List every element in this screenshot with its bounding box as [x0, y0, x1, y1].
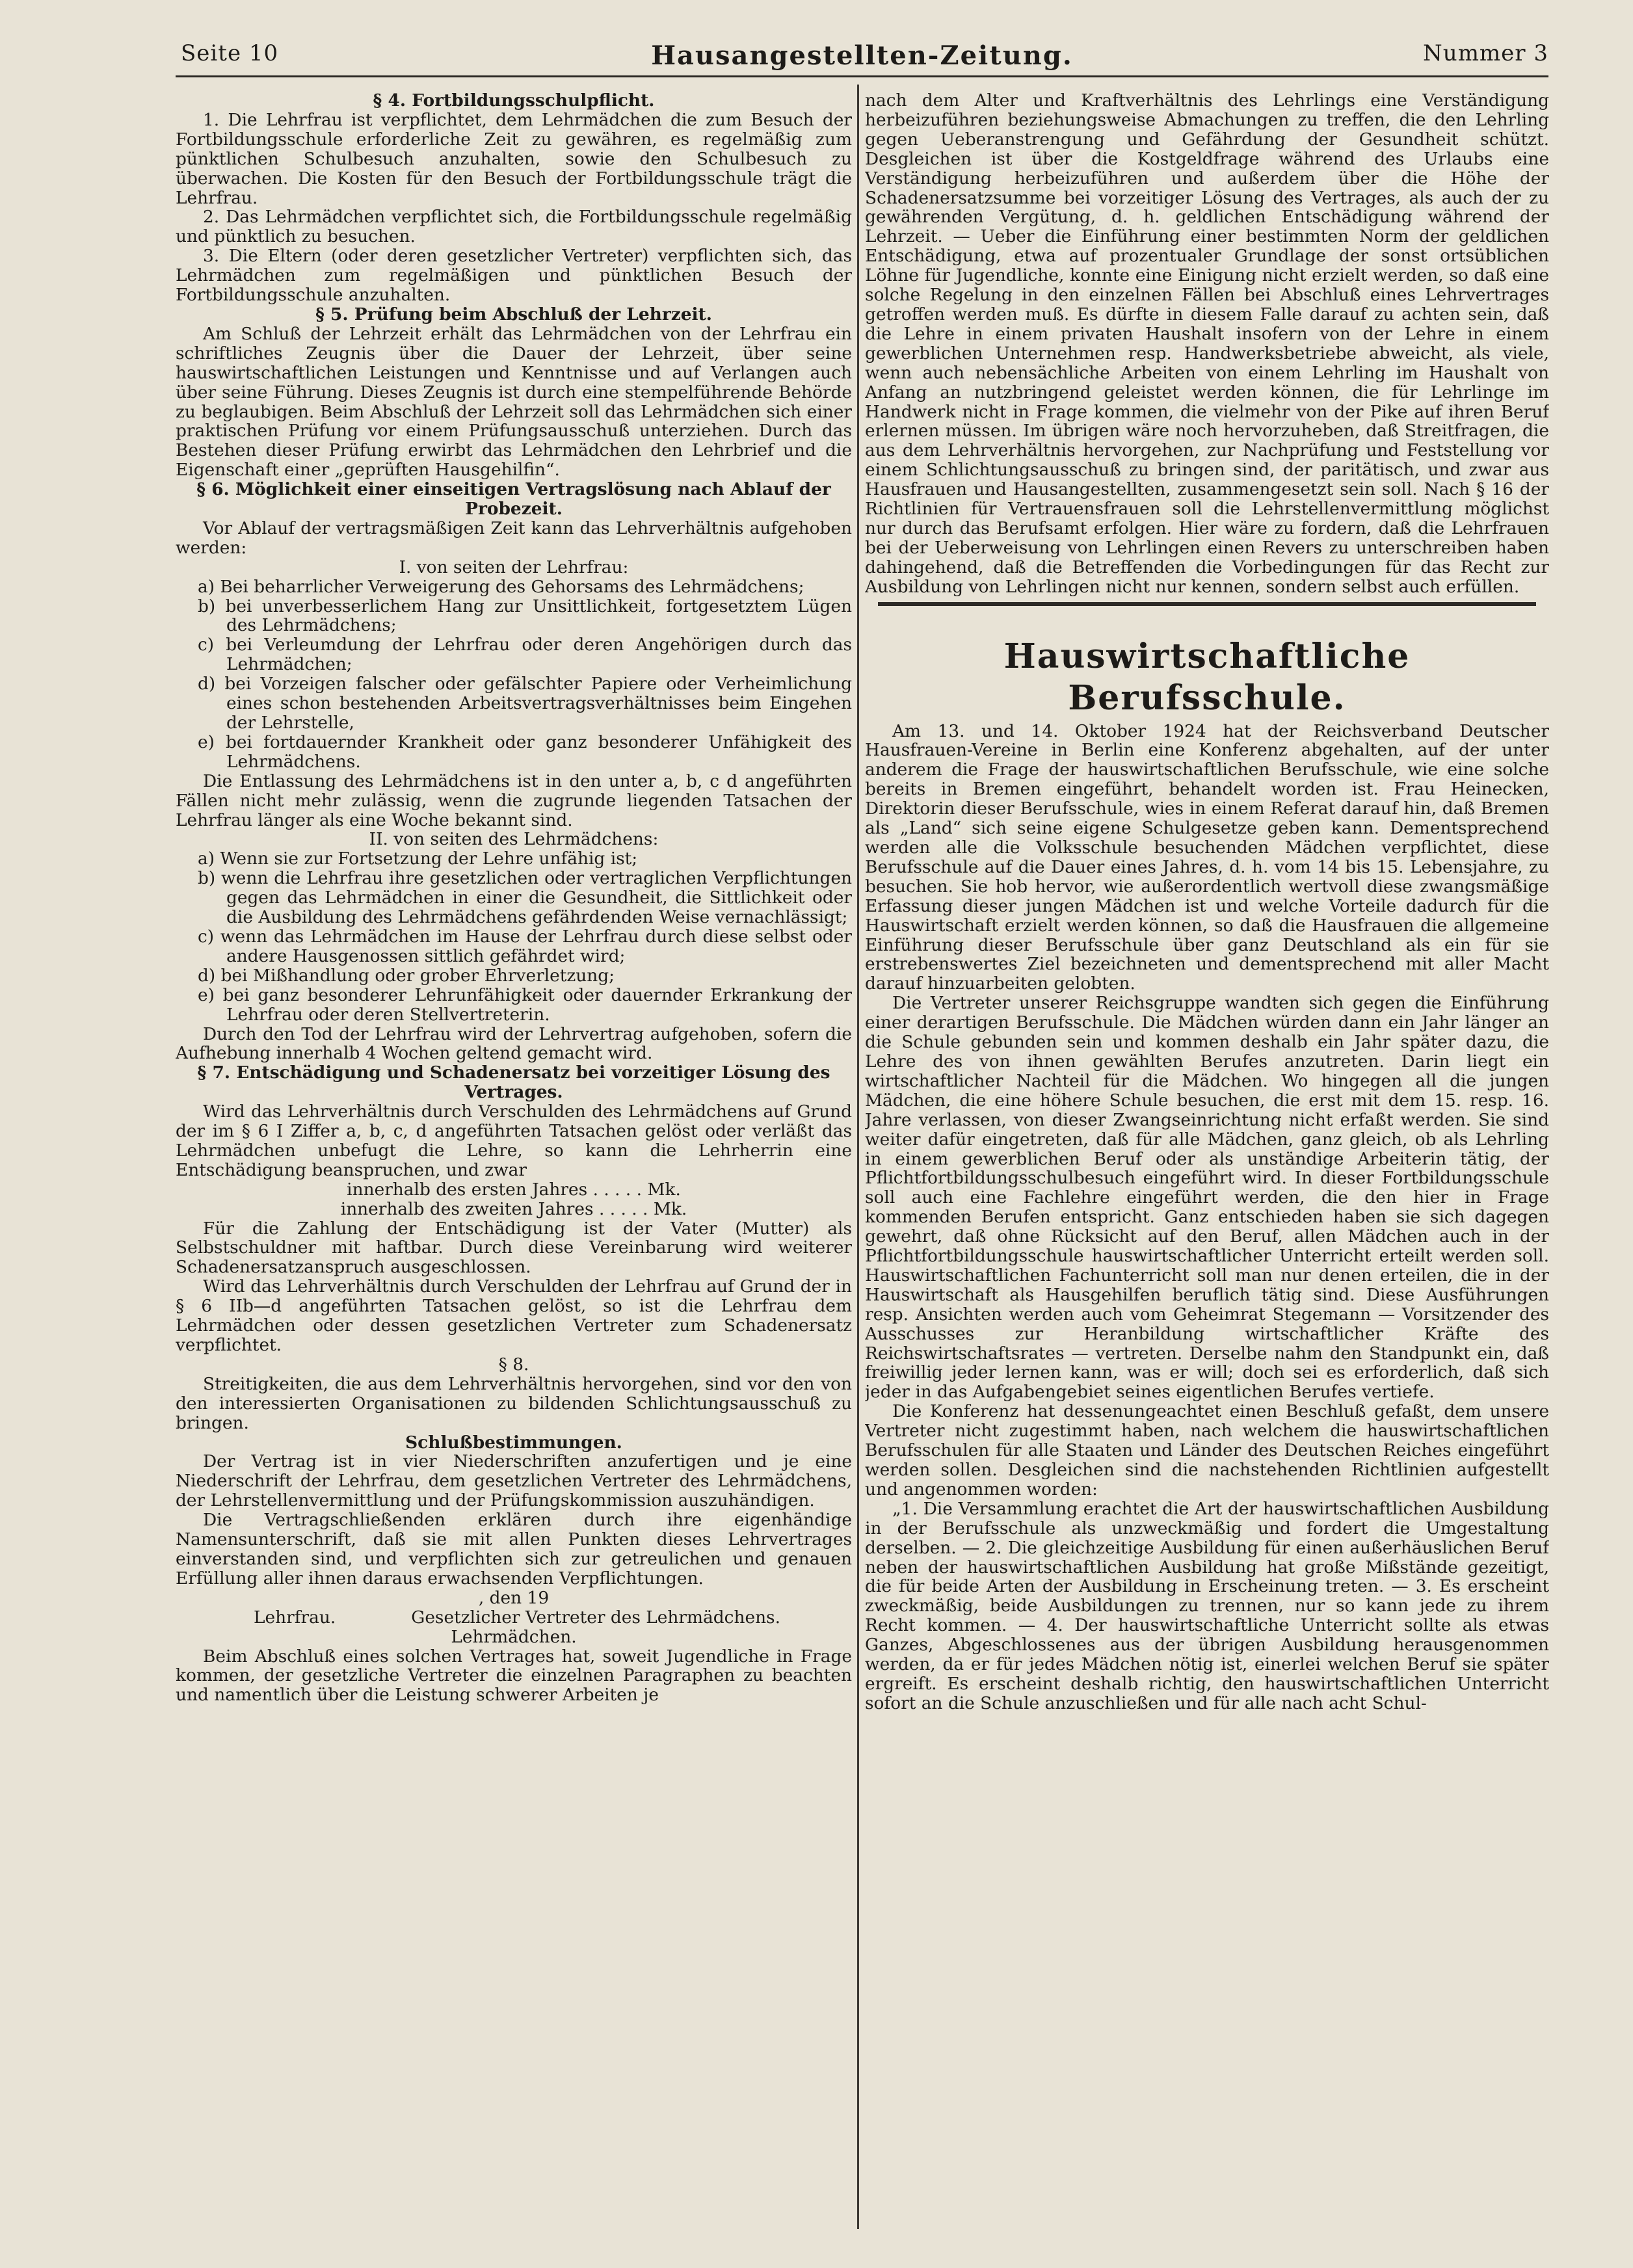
paragraph: Durch den Tod der Lehrfrau wird der Lehrvertrag aufgehoben, sofern die Aufhebung innerhalb 4 Wochen geltend gemacht wird.: [176, 1023, 852, 1064]
section-heading: § 7. Entschädigung und Schadenersatz bei vorzeitiger Lösung des Vertrages.: [197, 1062, 830, 1103]
paragraph: Streitigkeiten, die aus dem Lehrverhältnis hervorgehen, sind vor den von den interessierten Organisationen zu bildenden Schlichtungsausschuß zu bringen.: [176, 1373, 852, 1433]
centered-line: innerhalb des ersten Jahres . . . . . Mk.: [347, 1179, 681, 1200]
list-item: e) bei ganz besonderer Lehrunfähigkeit oder dauernder Erkrankung der Lehrfrau oder deren Stellvertreterin.: [198, 984, 852, 1025]
centered-line: I. von seiten der Lehrfrau:: [399, 557, 629, 577]
paragraph: Beim Abschluß eines solchen Vertrages hat, soweit Jugendliche in Frage kommen, der gesetzliche Vertreter die einzelnen Paragraphen zu beachten und namentlich über die Leistung schwerer Arbeiten je: [176, 1646, 852, 1706]
column-divider: [857, 85, 859, 2229]
paragraph: Für die Zahlung der Entschädigung ist der Vater (Mutter) als Selbstschuldner mit haftbar. Durch diese Vereinbarung wird weiterer Schadenersatzanspruch ausgeschlossen.: [176, 1218, 852, 1278]
article-title: Hauswirtschaftliche Berufsschule.: [1003, 636, 1411, 718]
centered-line: innerhalb des zweiten Jahres . . . . . Mk.: [340, 1198, 687, 1219]
page-header: [176, 40, 1548, 74]
paragraph: Vor Ablauf der vertragsmäßigen Zeit kann das Lehrverhältnis aufgehoben werden:: [176, 518, 852, 558]
continued-text: [865, 91, 1549, 597]
centered-line: § 8.: [498, 1354, 529, 1375]
list-item: b) wenn die Lehrfrau ihre gesetzlichen oder vertraglichen Verpflichtungen gegen das Lehrmädchen in einer die Gesundheit, die Sittlichkeit oder die Ausbildung des Lehrmädchens gefährdenden Weise vernachlässigt;: [198, 868, 852, 928]
left-column: [176, 91, 852, 2248]
list-item: c) bei Verleumdung der Lehrfrau oder deren Angehörigen durch das Lehrmädchen;: [198, 635, 852, 675]
paragraph: 3. Die Eltern (oder deren gesetzlicher Vertreter) verpflichten sich, das Lehrmädchen zum regelmäßigen und pünktlichen Besuch der Fortbildungsschule anzuhalten.: [176, 246, 852, 306]
centered-line: II. von seiten des Lehrmädchens:: [369, 829, 659, 850]
list-item: a) Bei beharrlicher Verweigerung des Gehorsams des Lehrmädchens;: [198, 576, 804, 597]
list-item: b) bei unverbesserlichem Hang zur Unsittlichkeit, fortgesetztem Lügen des Lehrmädchens;: [198, 596, 852, 636]
list-item: d) bei Vorzeigen falscher oder gefälschter Papiere oder Verheimlichung eines schon bestehenden Arbeitsvertragsverhältnisses beim Eingehen der Lehrstelle,: [198, 674, 852, 733]
list-item: e) bei fortdauernder Krankheit oder ganz besonderer Unfähigkeit des Lehrmädchens.: [198, 732, 852, 772]
list-item: d) bei Mißhandlung oder grober Ehrverletzung;: [198, 965, 615, 986]
paragraph: 1. Die Lehrfrau ist verpflichtet, dem Lehrmädchen die zum Besuch der Fortbildungsschule erforderliche Zeit zu gewähren, es regelmäßig zum pünktlichen Schulbesuch anzuhalten, sowie den Schulbesuch zu überwachen. Die Kosten für den Besuch der Fortbildungsschule trägt die Lehrfrau.: [176, 109, 852, 208]
section-heading: Schlußbestimmungen.: [405, 1432, 622, 1453]
article-separator: [865, 602, 1549, 622]
paragraph: Am Schluß der Lehrzeit erhält das Lehrmädchen von der Lehrfrau ein schriftliches Zeugnis über die Dauer der Lehrzeit, über seine hauswirtschaftlichen Leistungen und Kenntnisse und auf Verlangen auch über seine Führung. Dieses Zeugnis ist durch eine stempelführende Behörde zu beglaubigen. Beim Abschluß der Lehrzeit soll das Lehrmädchen sich einer praktischen Prüfung vor einem Prüfungsausschuß unterziehen. Durch das Bestehen dieser Prüfung erwirbt das Lehrmädchen den Lehrbrief und die Eigenschaft einer „geprüften Hausgehilfin“.: [176, 323, 852, 481]
signature-label: Lehrfrau.: [254, 1607, 336, 1628]
section-heading: § 6. Möglichkeit einer einseitigen Vertragslösung nach Ablauf der Probezeit.: [196, 479, 831, 520]
paragraph: Am 13. und 14. Oktober 1924 hat der Reichsverband Deutscher Hausfrauen-Vereine in Berlin eine Konferenz abgehalten, auf der unter anderem die Frage der hauswirtschaftlichen Berufsschule, wie eine solche bereits in Bremen eingeführt, behandelt worden ist. Frau Heinecken, Direktorin dieser Berufsschule, wies in einem Referat darauf hin, daß Bremen als „Land“ sich seine eigene Schulgesetze geben kann. Dementsprechend werden alle die Volksschule besuchenden Mädchen verpflichtet, diese Berufsschule auf die Dauer eines Jahres, d. h. vom 14 bis 15. Lebensjahre, zu besuchen. Sie hob hervor, wie außerordentlich wertvoll diese zwangsmäßige Erfassung dieser jungen Mädchen ist und welche Vorteile dadurch für die Hauswirtschaft erzielt werden können, so daß die Hausfrauen die allgemeine Einführung dieser Berufsschule über ganz Deutschland als ein für sie erstrebenswertes Ziel bezeichneten und dementsprechend mit aller Macht darauf hinzuarbeiten gelobten.: [865, 720, 1549, 994]
paragraph: Die Vertragschließenden erklären durch ihre eigenhändige Namensunterschrift, daß sie mit allen Punkten dieses Lehrvertrages einverstanden sind, und verpflichten sich zur getreulichen und genauen Erfüllung aller ihnen daraus erwachsenden Verpflichtungen.: [176, 1510, 852, 1589]
header-rule: [176, 75, 1548, 77]
list-item: c) wenn das Lehrmädchen im Hause der Lehrfrau durch diese selbst oder andere Hausgenossen sittlich gefährdet wird;: [198, 926, 852, 966]
paragraph: Die Konferenz hat dessenungeachtet einen Beschluß gefaßt, dem unsere Vertreter nicht zugestimmt haben, nach welchem die hauswirtschaftlichen Berufsschulen für alle Staaten und Länder des Deutschen Reiches eingeführt werden sollen. Desgleichen sind die nachstehenden Richtlinien aufgestellt und angenommen worden:: [865, 1401, 1549, 1499]
signature-label: Gesetzlicher Vertreter des Lehrmädchens.: [411, 1607, 780, 1628]
newspaper-title: Hausangestellten-Zeitung.: [651, 40, 1073, 71]
paragraph: Die Entlassung des Lehrmädchens ist in den unter a, b, c d angeführten Fällen nicht mehr zulässig, wenn die zugrunde liegenden Tatsachen der Lehrfrau länger als eine Woche bekannt sind.: [176, 771, 852, 830]
section-heading: § 4. Fortbildungsschulpflicht.: [373, 91, 655, 111]
centered-line: , den 19: [478, 1587, 550, 1608]
paragraph: Wird das Lehrverhältnis durch Verschulden der Lehrfrau auf Grund der in § 6 IIb—d angeführten Tatsachen gelöst, so ist die Lehrfrau dem Lehrmädchen oder dessen gesetzlichen Vertreter zum Schadenersatz verpflichtet.: [176, 1276, 852, 1355]
paragraph: Der Vertrag ist in vier Niederschriften anzufertigen und je eine Niederschrift der Lehrfrau, dem gesetzlichen Vertreter des Lehrmädchens, der Lehrstellenvermittlung und der Prüfungskommission auszuhändigen.: [176, 1451, 852, 1511]
paragraph: 2. Das Lehrmädchen verpflichtet sich, die Fortbildungsschule regelmäßig und pünktlich zu besuchen.: [176, 207, 852, 247]
paragraph: Die Vertreter unserer Reichsgruppe wandten sich gegen die Einführung einer derartigen Berufsschule. Die Mädchen würden dann ein Jahr länger an die Schule gebunden sein und kommen deshalb ein Jahr später dazu, die Lehre des von ihnen gewählten Berufes anzutreten. Darin liegt ein wirtschaftlicher Nachteil für die Mädchen. Wo hingegen all die jungen Mädchen, die eine höhere Schule besuchen, die erst mit dem 15. resp. 16. Jahre verlassen, von dieser Zwangseinrichtung nicht erfaßt werden. Sie sind weiter dafür eingetreten, daß für alle Mädchen, ganz gleich, ob als Lehrling in einem gewerblichen Beruf oder als unständige Arbeiterin tätig, der Pflichtfortbildungsschulbesuch eingeführt wird. In dieser Fortbildungsschule soll auch eine Fachlehre eingeführt werden, die den hier in Frage kommenden Berufen entspricht. Ganz entschieden haben sie sich dagegen gewehrt, daß ohne Rücksicht auf den Beruf, allen Mädchen auch in der Pflichtfortbildungsschule hauswirtschaftlicher Unterricht erteilt werden soll. Hauswirtschaftlichen Fachunterricht soll man nur denen erteilen, die in der Hauswirtschaft als Hausgehilfen beruflich tätig sind. Diese Ausführungen resp. Ansichten werden auch vom Geheimrat Stegemann — Vorsitzender des Ausschusses zur Heranbildung wirtschaftlicher Kräfte des Reichswirtschaftsrates — vertreten. Derselbe nahm den Standpunkt ein, daß freiwillig jeder lernen kann, was er will; doch sei es erforderlich, daß sich jeder in das Aufgabengebiet seines eigentlichen Berufes vertiefe.: [865, 993, 1549, 1403]
paragraph: „1. Die Versammlung erachtet die Art der hauswirtschaftlichen Ausbildung in der Berufsschule als unzweckmäßig und fordert die Umgestaltung derselben. — 2. Die gleichzeitige Ausbildung für einen außerhäuslichen Beruf neben der hauswirtschaftlichen Ausbildung hat große Mißstände gezeitigt, die für beide Arten der Ausbildung in Erscheinung treten. — 3. Es erscheint zweckmäßig, beide Ausbildungen zu trennen, nur so kann jede zu ihrem Recht kommen. — 4. Der hauswirtschaftliche Unterricht sollte als etwas Ganzes, Abgeschlossenes aus der übrigen Ausbildung herausgenommen werden, da er für jedes Mädchen nötig ist, einerlei welchen Beruf sie später ergreift. Es erscheint deshalb richtig, den hauswirtschaftlichen Unterricht sofort an die Schule anzuschließen und für alle nach acht Schul-: [865, 1498, 1549, 1713]
paragraph: nach dem Alter und Kraftverhältnis des Lehrlings eine Verständigung herbeizuführen beziehungsweise Abmachungen zu treffen, die den Lehrling gegen Ueberanstrengung und Gefährdung der Gesundheit schützt. Desgleichen ist über die Kostgeldfrage während des Urlaubs eine Verständigung herbeizuführen und außerdem über die Höhe der Schadenersatzsumme bei vorzeitiger Lösung des Vertrages, als auch der zu gewährenden Vergütung, d. h. geldlichen Entschädigung während der Lehrzeit. — Ueber die Einführung einer bestimmten Norm der geldlichen Entschädigung, etwa auf prozentualer Grundlage der sonst ortsüblichen Löhne für Jugendliche, konnte eine Einigung nicht erzielt werden, so daß eine solche Regelung in den einzelnen Fällen bei Abschluß eines Lehrvertrages getroffen werden muß. Es dürfte in diesem Falle darauf zu achten sein, daß die Lehre in einem privaten Haushalt insofern von der Lehre in einem gewerblichen Unternehmen resp. Handwerksbetriebe abweicht, als viele, wenn auch nebensächliche Arbeiten von einem Lehrling im Haushalt von Anfang an nutzbringend geleistet werden können, die für Lehrlinge im Handwerk nicht in Frage kommen, die vielmehr von der Pike auf ihren Beruf erlernen müssen. Im übrigen wäre noch hervorzuheben, daß Streitfragen, die aus dem Lehrverhältnis hervorgehen, zur Nachprüfung und Feststellung vor einem Schlichtungsausschuß zu bringen sind, der paritätisch, und zwar aus Hausfrauen und Hausangestellten, zusammengesetzt sein soll. Nach § 16 der Richtlinien für Vertrauensfrauen soll die Lehrstellenvermittlung möglichst nur durch das Berufsamt erfolgen. Hier wäre zu fordern, daß die Lehrfrauen bei der Ueberweisung von Lehrlingen einen Revers zu unterschreiben haben dahingehend, daß die Betreffenden die Vorbedingungen für das Recht zur Ausbildung von Lehrlingen nicht nur kennen, sondern selbst auch erfüllen.: [865, 91, 1549, 597]
list-item: a) Wenn sie zur Fortsetzung der Lehre unfähig ist;: [198, 849, 638, 869]
article-body: [865, 722, 1549, 1713]
section-heading: § 5. Prüfung beim Abschluß der Lehrzeit.: [315, 304, 712, 324]
centered-line: Lehrmädchen.: [451, 1626, 577, 1647]
right-column: [865, 91, 1549, 2248]
page-number: Seite 10: [181, 40, 279, 66]
signature-line: [176, 1608, 852, 1628]
issue-number: Nummer 3: [1423, 40, 1548, 66]
paragraph: Wird das Lehrverhältnis durch Verschulden des Lehrmädchens auf Grund der im § 6 I Ziffer a, b, c, d angeführten Tatsachen gelöst oder verläßt das Lehrmädchen unbefugt die Lehre, so kann die Lehrherrin eine Entschädigung beanspruchen, und zwar: [176, 1101, 852, 1180]
